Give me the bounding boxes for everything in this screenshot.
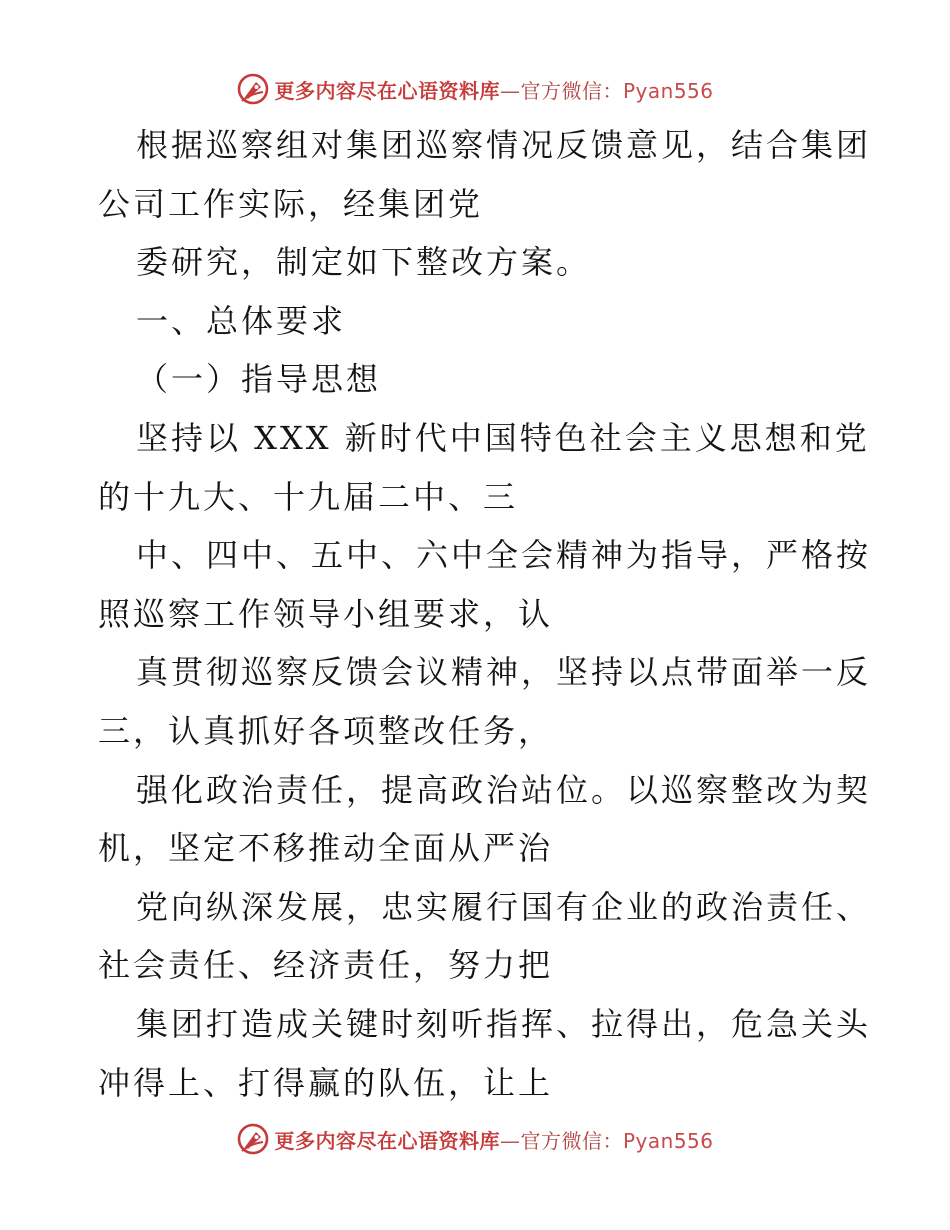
paragraph-line: 一、总体要求 [136,301,347,340]
paragraph-line: 党向纵深发展，忠实履行国有企业的政治责任、 [136,887,872,926]
paragraph-line: 冲得上、打得赢的队伍，让上 [98,1063,554,1102]
footer-watermark [0,1122,950,1156]
paragraph-line: 真贯彻巡察反馈会议精神，坚持以点带面举一反 [136,653,872,692]
paragraph-line: 三，认真抓好各项整改任务， [98,711,554,750]
header-watermark [0,72,950,106]
paragraph-line: 机，坚定不移推动全面从严治 [98,829,554,868]
watermark-wechat-label: 官方微信： [520,78,623,103]
watermark-site-text: 更多内容尽在心语资料库 [274,1128,500,1153]
watermark-wechat-id: Pyan556 [622,78,714,103]
paragraph-line: 强化政治责任，提高政治站位。以巡察整改为契 [136,770,872,809]
paragraph-line: 集团打造成关键时刻听指挥、拉得出，危急关头 [136,1004,872,1043]
paragraph-line: 照巡察工作领导小组要求，认 [98,594,554,633]
watermark-wechat-label: 官方微信： [520,1128,623,1153]
paragraph-line: 社会责任、经济责任，努力把 [98,946,554,985]
watermark-wechat-id: Pyan556 [622,1128,714,1153]
watermark-separator: — [499,78,521,103]
watermark-separator: — [499,1128,521,1153]
paragraph-line: 中、四中、五中、六中全会精神为指导，严格按 [136,536,872,575]
paragraph-line: 的十九大、十九届二中、三 [98,477,519,516]
watermark-site-text: 更多内容尽在心语资料库 [274,78,500,103]
paragraph-line: 坚持以 XXX 新时代中国特色社会主义思想和党 [136,418,870,457]
paragraph-line: 公司工作实际，经集团党 [98,184,484,223]
paragraph-line: 委研究，制定如下整改方案。 [136,243,592,282]
pen-nib-logo-icon [236,1122,270,1156]
document-body [98,116,872,1112]
pen-nib-logo-icon [236,72,270,106]
paragraph-line: 根据巡察组对集团巡察情况反馈意见，结合集团 [136,126,872,164]
paragraph-line: （一）指导思想 [136,360,382,399]
